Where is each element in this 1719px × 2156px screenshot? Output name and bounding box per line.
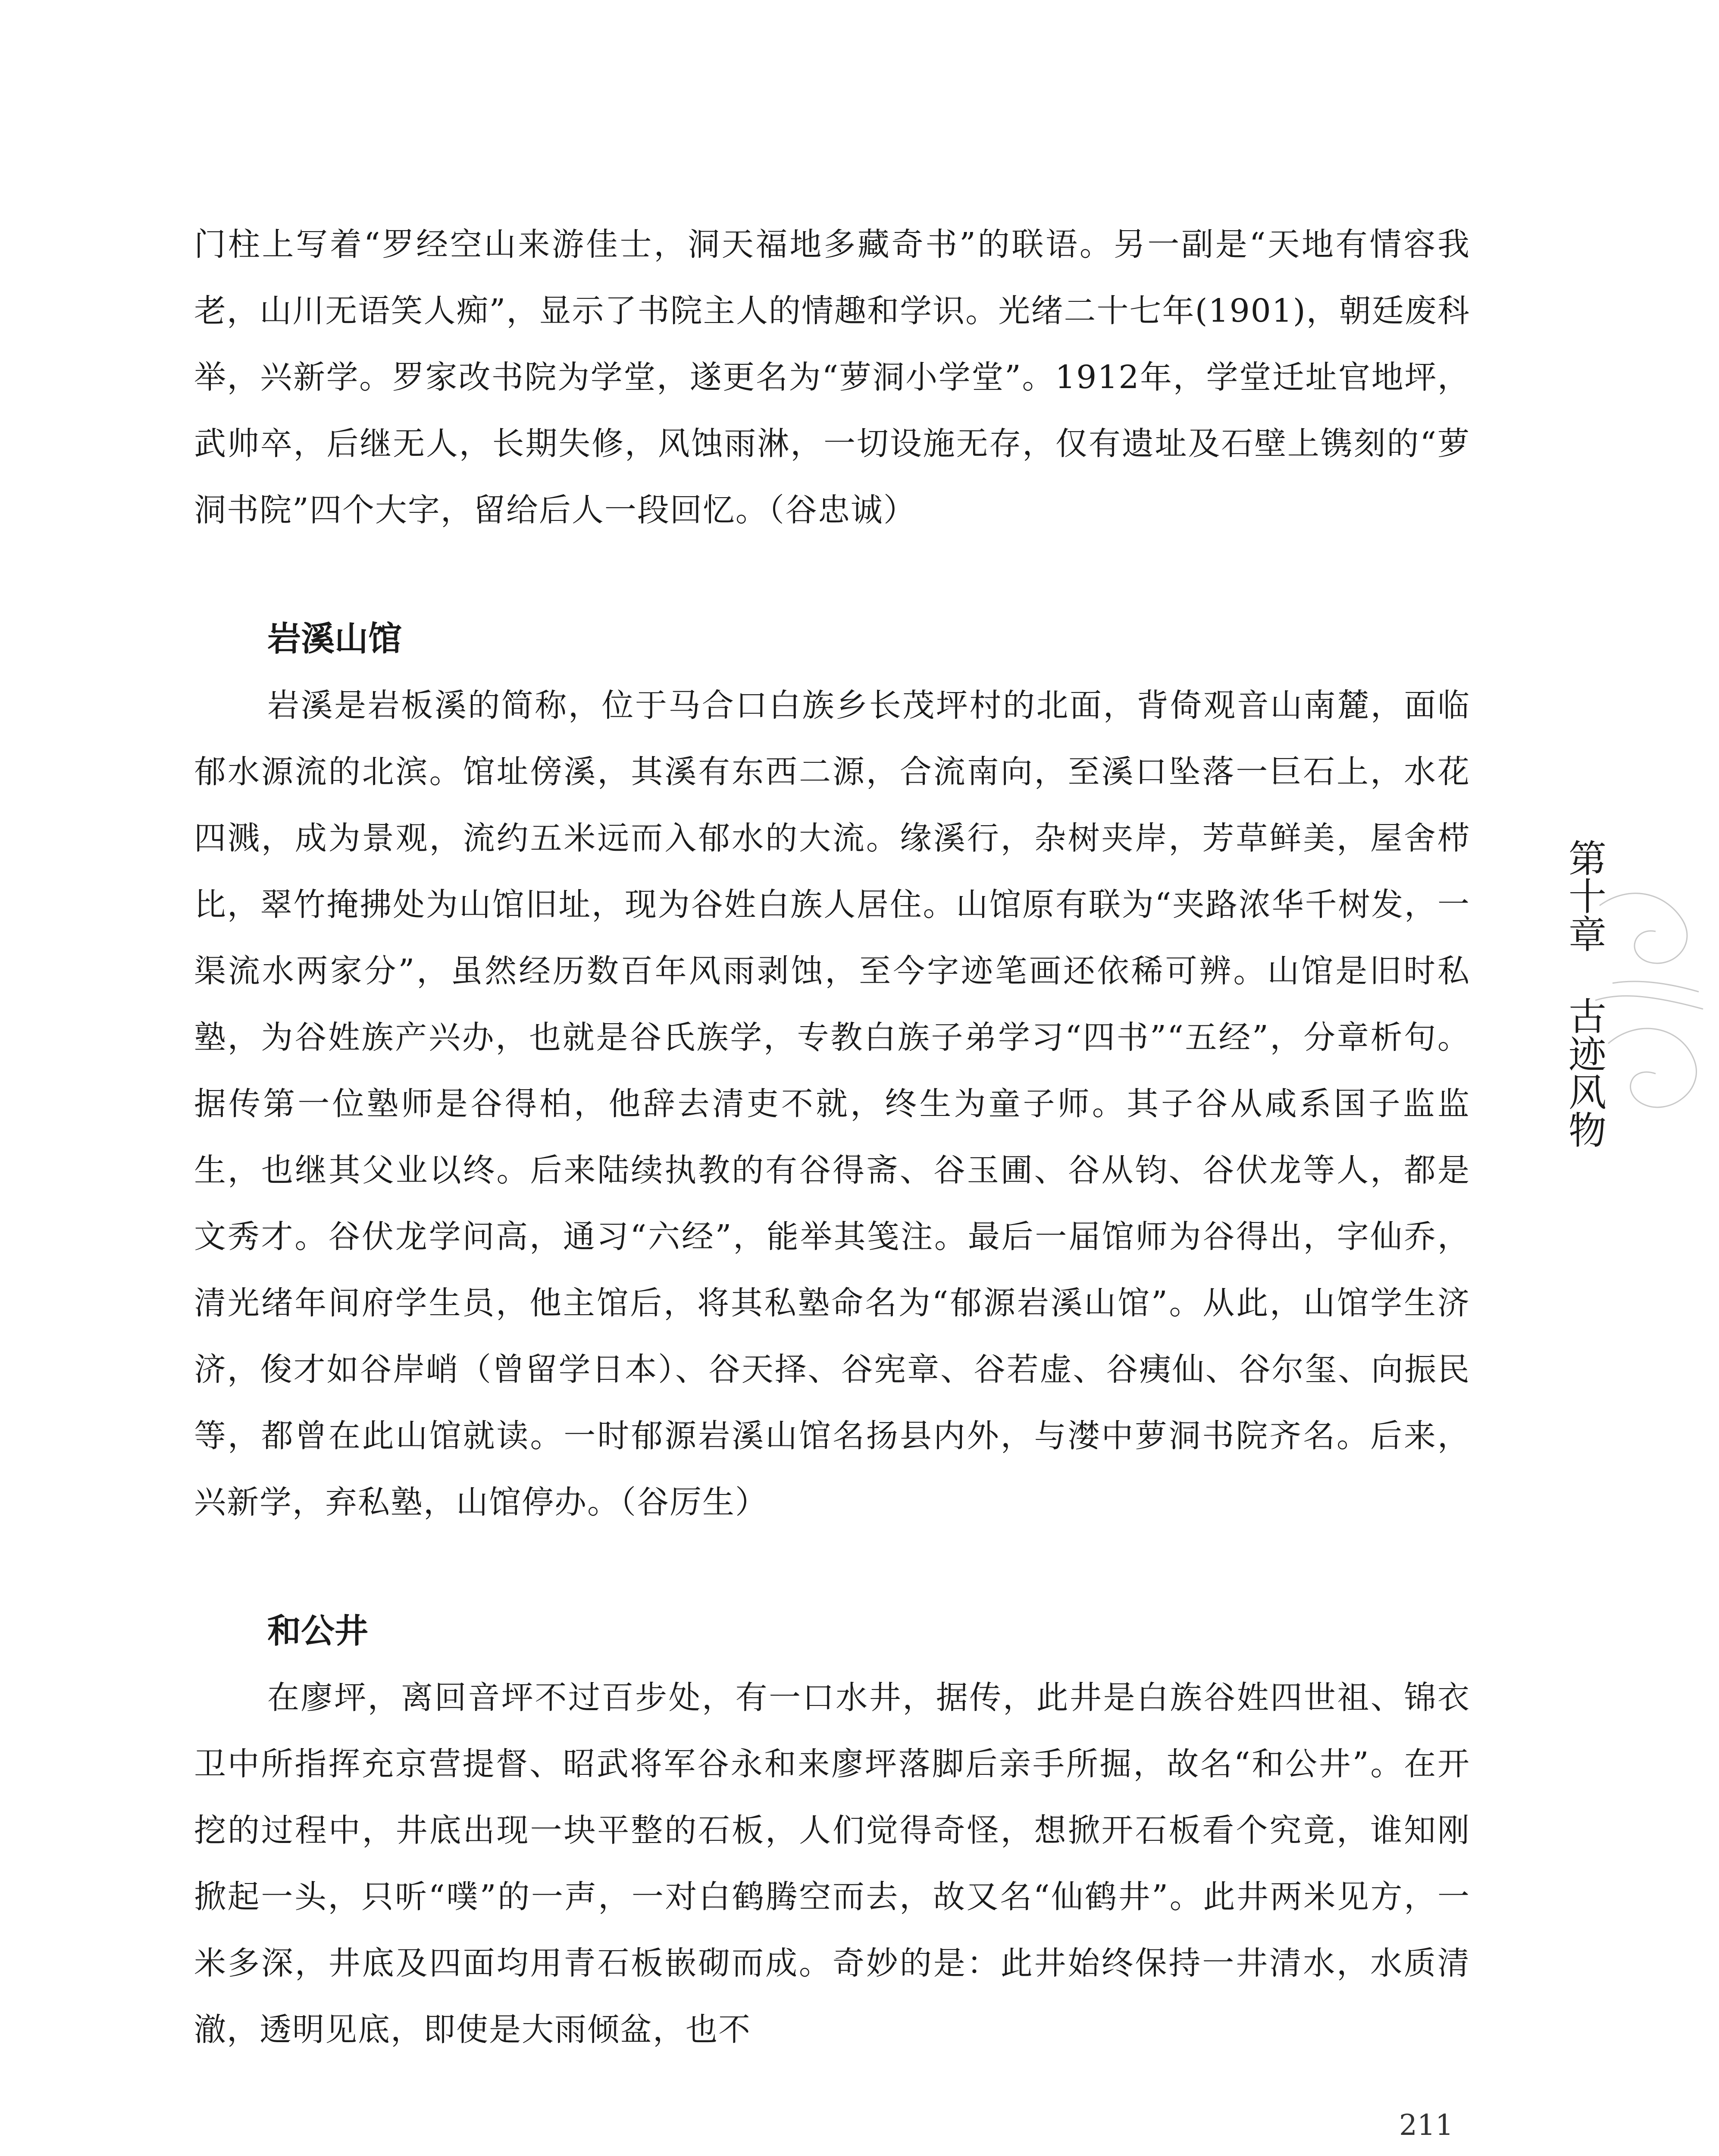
chapter-number: 第十章 [1562,839,1607,953]
side-gap [1554,962,1615,997]
page-number: 211 [1399,2109,1453,2142]
section-title-hegongjing: 和公井 [267,1612,369,1651]
main-text [194,211,1470,2063]
chapter-title: 古迹风物 [1562,997,1607,1148]
section-title-yanxi: 岩溪山馆 [267,620,402,658]
chapter-side-header [1554,839,1615,1158]
section-gap [194,1536,1470,1598]
paragraph-continued: 门柱上写着“罗经空山来游佳士，洞天福地多藏奇书”的联语。另一副是“天地有情容我老，山川无语笑人痴”，显示了书院主人的情趣和学识。光绪二十七年(1901)，朝廷废科举，兴新学。罗家改书院为学堂，遂更名为“萝洞小学堂”。1912年，学堂迁址官地坪，武帅卒，后继无人，长期失修，风蚀雨淋，一切设施无存，仅有遗址及石壁上镌刻的“萝洞书院”四个大字，留给后人一段回忆。（谷忠诚） [194,226,1470,529]
section-body-yanxi: 岩溪是岩板溪的简称，位于马合口白族乡长茂坪村的北面，背倚观音山南麓，面临郁水源流的北滨。馆址傍溪，其溪有东西二源，合流南向，至溪口坠落一巨石上，水花四溅，成为景观，流约五米远而入郁水的大流。缘溪行，杂树夹岸，芳草鲜美，屋舍栉比，翠竹掩拂处为山馆旧址，现为谷姓白族人居住。山馆原有联为“夹路浓华千树发，一渠流水两家分”，虽然经历数百年风雨剥蚀，至今字迹笔画还依稀可辨。山馆是旧时私塾，为谷姓族产兴办，也就是谷氏族学，专教白族子弟学习“四书”“五经”，分章析句。据传第一位塾师是谷得柏，他辞去清吏不就，终生为童子师。其子谷从咸系国子监监生，也继其父业以终。后来陆续执教的有谷得斋、谷玉圃、谷从钧、谷伏龙等人，都是文秀才。谷伏龙学问高，通习“六经”，能举其笺注。最后一届馆师为谷得出，字仙乔，清光绪年间府学生员，他主馆后，将其私塾命名为“郁源岩溪山馆”。从此，山馆学生济济，俊才如谷岸峭（曾留学日本）、谷天择、谷宪章、谷若虚、谷痍仙、谷尔玺、向振民等，都曾在此山馆就读。一时郁源岩溪山馆名扬县内外，与漤中萝洞书院齐名。后来，兴新学，弃私塾，山馆停办。（谷厉生） [194,687,1470,1521]
section-gap [194,543,1470,606]
section-body-hegongjing: 在廖坪，离回音坪不过百步处，有一口水井，据传，此井是白族谷姓四世祖、锦衣卫中所指挥充京营提督、昭武将军谷永和来廖坪落脚后亲手所掘，故名“和公井”。在开挖的过程中，井底出现一块平整的石板，人们觉得奇怪，想掀开石板看个究竟，谁知刚掀起一头，只听“噗”的一声，一对白鹤腾空而去，故又名“仙鹤井”。此井两米见方，一米多深，井底及四面均用青石板嵌砌而成。奇妙的是：此井始终保持一井清水，水质清澈，透明见底，即使是大雨倾盆，也不 [194,1679,1470,2048]
